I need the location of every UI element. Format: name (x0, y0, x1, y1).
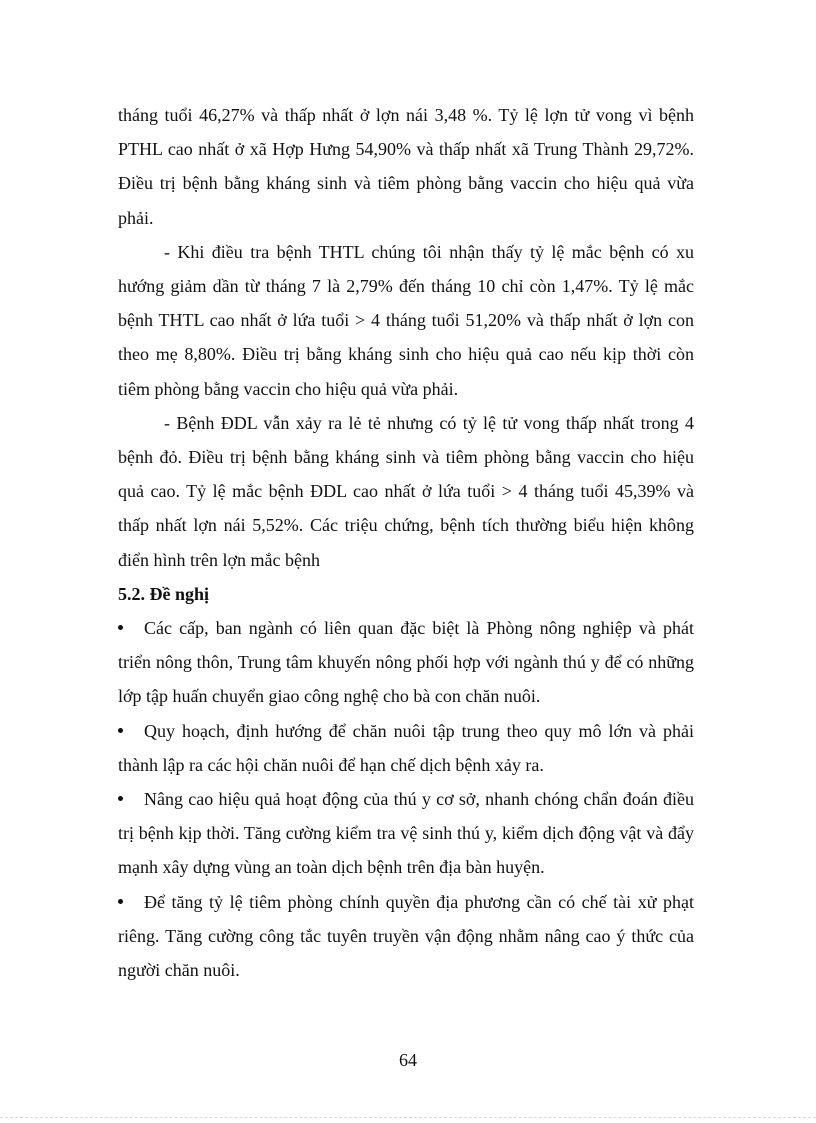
section-heading: 5.2. Đề nghị (118, 583, 210, 604)
list-item (118, 714, 694, 782)
page-content (118, 98, 694, 987)
list-item-text: Quy hoạch, định hướng để chăn nuôi tập trung theo quy mô lớn và phải thành lập ra các hội chăn nuôi để hạn chế dịch bệnh xảy ra. (118, 720, 694, 775)
bullet-icon (118, 899, 123, 904)
list-item (118, 885, 694, 988)
list-item-text: Để tăng tỷ lệ tiêm phòng chính quyền địa phương cần có chế tài xử phạt riêng. Tăng cường công tắc tuyên truyền vận động nhằm nâng cao ý thức của người chăn nuôi. (118, 891, 694, 981)
page-bottom-divider (0, 1117, 816, 1118)
paragraph-conclusion-ddl: - Bệnh ĐDL vẫn xảy ra lẻ tẻ nhưng có tỷ lệ tử vong thấp nhất trong 4 bệnh đỏ. Điều trị bệnh bằng kháng sinh và tiêm phòng bằng vaccin cho hiệu quả cao. Tỷ lệ mắc bệnh ĐDL cao nhất ở lứa tuổi > 4 tháng tuổi 45,39% và thấp nhất lợn nái 5,52%. Các triệu chứng, bệnh tích thường biểu hiện không điển hình trên lợn mắc bệnh (118, 412, 694, 570)
page-number: 64 (399, 1050, 417, 1070)
list-item-text: Các cấp, ban ngành có liên quan đặc biệt là Phòng nông nghiệp và phát triển nông thôn, Trung tâm khuyến nông phối hợp với ngành thú y để có những lớp tập huấn chuyển giao công nghệ cho bà con chăn nuôi. (118, 618, 694, 707)
bullet-icon (118, 625, 123, 630)
list-item (118, 782, 694, 885)
paragraph-conclusion-thtl: - Khi điều tra bệnh THTL chúng tôi nhận thấy tỷ lệ mắc bệnh có xu hướng giảm dần từ tháng 7 là 2,79% đến tháng 10 chỉ còn 1,47%. Tỷ lệ mắc bệnh THTL cao nhất ở lứa tuổi > 4 tháng tuổi 51,20% và thấp nhất ở lợn con theo mẹ 8,80%. Điều trị bằng kháng sinh cho hiệu quả cao nếu kịp thời còn tiêm phòng bằng vaccin cho hiệu quả vừa phải. (118, 241, 694, 399)
bullet-icon (118, 728, 123, 733)
paragraph-conclusion-pthl: tháng tuổi 46,27% và thấp nhất ở lợn nái 3,48 %. Tỷ lệ lợn tử vong vì bệnh PTHL cao nhất ở xã Hợp Hưng 54,90% và thấp nhất xã Trung Thành 29,72%. Điều trị bệnh bằng kháng sinh và tiêm phòng bằng vaccin cho hiệu quả vừa phải. (118, 105, 694, 228)
bullet-icon (118, 796, 123, 801)
recommendation-list (118, 611, 694, 987)
list-item-text: Nâng cao hiệu quả hoạt động của thú y cơ sở, nhanh chóng chẩn đoán điều trị bệnh kịp thời. Tăng cường kiểm tra vệ sinh thú y, kiểm dịch động vật và đẩy mạnh xây dựng vùng an toàn dịch bệnh trên địa bàn huyện. (118, 789, 694, 878)
list-item (118, 611, 694, 714)
